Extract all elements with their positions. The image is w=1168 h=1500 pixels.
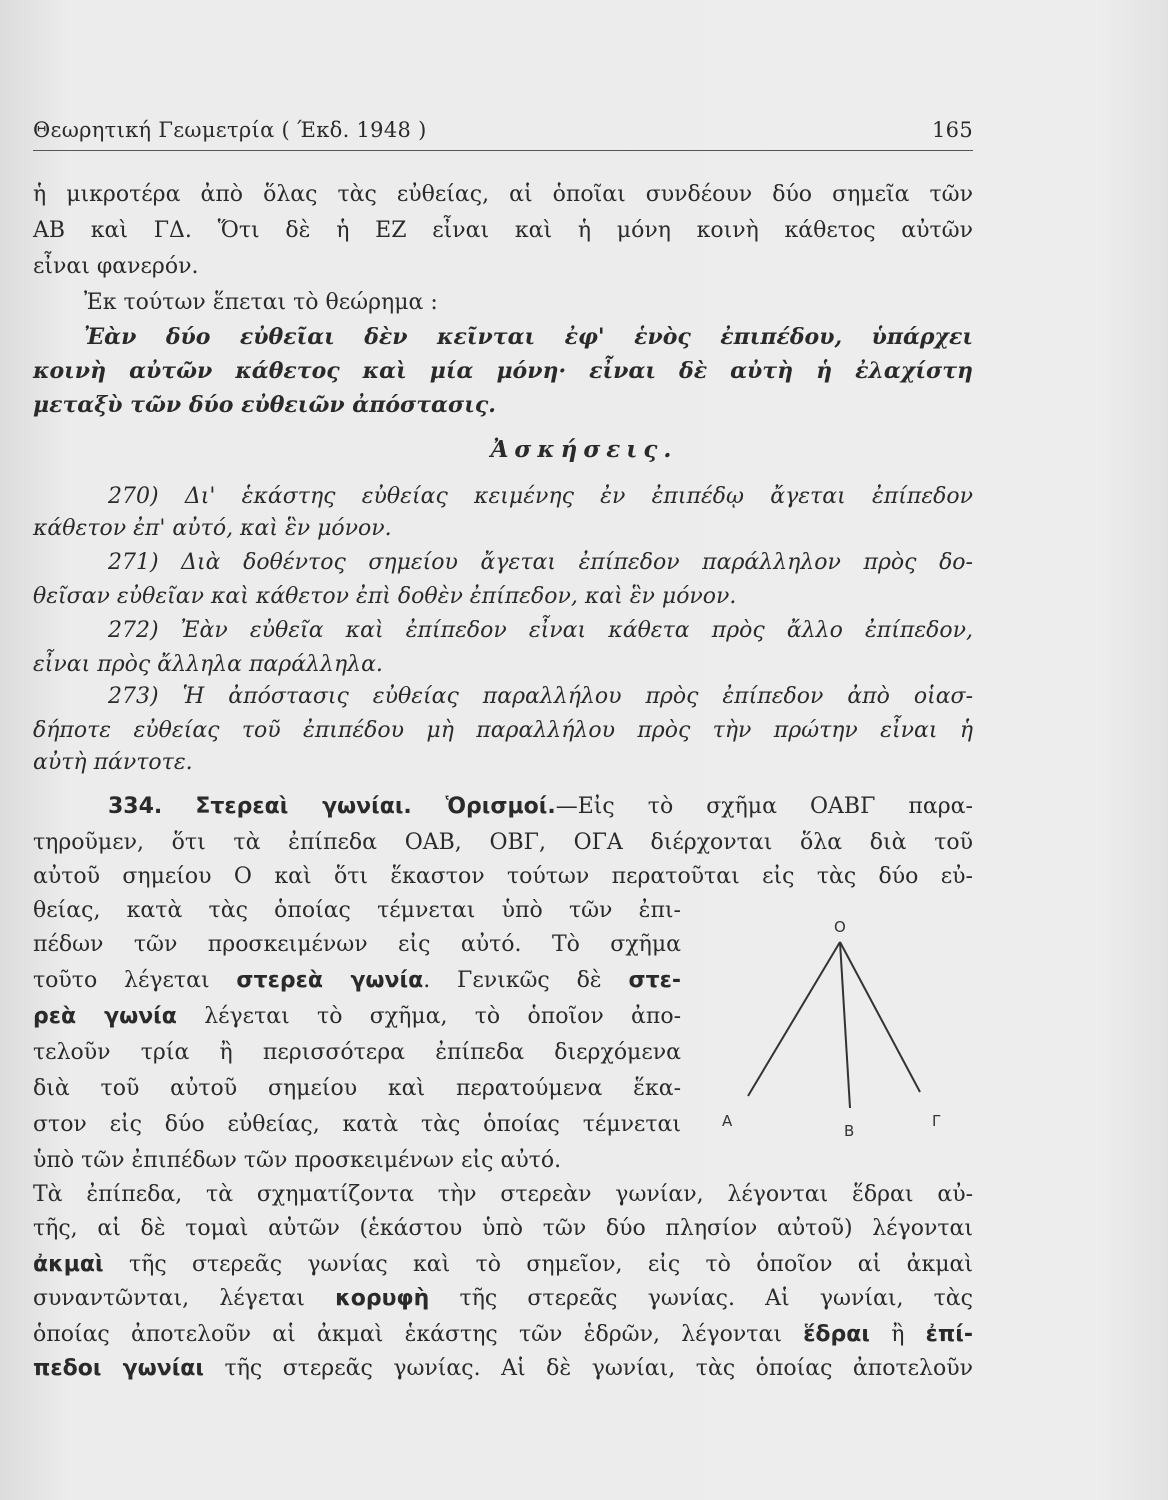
figure-svg bbox=[700, 912, 970, 1140]
exercise-273-line-3: αὐτὴ πάντοτε. bbox=[33, 750, 193, 775]
section-line-17 bbox=[33, 1354, 973, 1384]
para1-line-3: εἶναι φανερόν. bbox=[33, 254, 199, 279]
term-plane-angles-b: πεδοι γωνίαι bbox=[33, 1356, 204, 1381]
solid-angle-figure bbox=[700, 912, 970, 1140]
running-title: Θεωρητική Γεωμετρία ( Έκδ. 1948 ) bbox=[33, 118, 427, 142]
text-run: τῆς στερεᾶς γωνίας. Αἱ γωνίαι, τὰς bbox=[429, 1286, 973, 1311]
exercise-273-line-2: δήποτε εὐθείας τοῦ ἐπιπέδου μὴ παραλλήλου πρὸς τὴν πρώτην εἶναι ἡ bbox=[33, 718, 973, 743]
header-rule bbox=[33, 150, 973, 151]
section-line-8: τελοῦν τρία ἢ περισσότερα ἐπίπεδα διερχόμενα bbox=[33, 1040, 681, 1065]
exercise-270-line-1: 270) Δι' ἑκάστης εὐθείας κειμένης ἐν ἐπιπέδῳ ἄγεται ἐπίπεδον bbox=[108, 484, 973, 509]
text-run: συναντῶνται, λέγεται bbox=[33, 1286, 336, 1311]
exercise-271-line-2: θεῖσαν εὐθεῖαν καὶ κάθετον ἐπὶ δοθὲν ἐπίπεδον, καὶ ἓν μόνον. bbox=[33, 584, 737, 609]
text-run: . Γενικῶς δὲ bbox=[423, 968, 629, 993]
exercise-272-line-2: εἶναι πρὸς ἄλληλα παράλληλα. bbox=[33, 652, 383, 677]
section-line-10: στον εἰς δύο εὐθείας, κατὰ τὰς ὁποίας τέμνεται bbox=[33, 1112, 681, 1137]
label-a: A bbox=[722, 1112, 733, 1130]
edge-ob bbox=[840, 942, 850, 1108]
term-solid-angle-2b: ρεὰ γωνία bbox=[33, 1004, 177, 1029]
section-line-9: διὰ τοῦ αὐτοῦ σημείου καὶ περατούμενα ἕκα- bbox=[33, 1076, 681, 1101]
term-plane-angles-a: ἐπί- bbox=[925, 1322, 973, 1347]
text-run: ἢ bbox=[869, 1322, 926, 1347]
section-line-7 bbox=[33, 1002, 681, 1032]
term-edges: ἀκμαὶ bbox=[33, 1252, 104, 1277]
para1-line-2: ΑΒ καὶ ΓΔ. Ὅτι δὲ ἡ ΕΖ εἶναι καὶ ἡ μόνη κοινὴ κάθετος αὐτῶν bbox=[33, 218, 973, 243]
section-line-3: αὐτοῦ σημείου Ο καὶ ὅτι ἕκαστον τούτων περατοῦται εἰς τὰς δύο εὐ- bbox=[33, 864, 973, 889]
section-line-6 bbox=[33, 966, 681, 996]
section-line-16 bbox=[33, 1320, 973, 1350]
label-b: B bbox=[844, 1122, 855, 1140]
text-run: ὁποίας ἀποτελοῦν αἱ ἀκμαὶ ἑκάστης τῶν ἑδρῶν, λέγονται bbox=[33, 1322, 804, 1347]
section-334-line-1 bbox=[108, 792, 973, 822]
text-run: τῆς στερεᾶς γωνίας καὶ τὸ σημεῖον, εἰς τὸ ὁποῖον αἱ ἀκμαὶ bbox=[103, 1252, 973, 1277]
page-number: 165 bbox=[932, 118, 973, 142]
section-number: 334. bbox=[108, 794, 163, 819]
theorem-line-3: μεταξὺ τῶν δύο εὐθειῶν ἀπόστασις. bbox=[33, 392, 496, 418]
section-line1-rest: —Εἰς τὸ σχῆμα ΟΑΒΓ παρα- bbox=[555, 794, 973, 819]
section-line-2: τηροῦμεν, ὅτι τὰ ἐπίπεδα ΟΑΒ, ΟΒΓ, ΟΓΑ διέρχονται ὅλα διὰ τοῦ bbox=[33, 830, 973, 855]
section-line-5: πέδων τῶν προσκειμένων εἰς αὐτό. Τὸ σχῆμα bbox=[33, 932, 681, 957]
text-run: λέγεται τὸ σχῆμα, τὸ ὁποῖον ἀπο- bbox=[176, 1004, 681, 1029]
section-line-11: ὑπὸ τῶν ἐπιπέδων τῶν προσκειμένων εἰς αὐτό. bbox=[33, 1148, 562, 1173]
term-faces: ἕδραι bbox=[803, 1322, 870, 1347]
text-run: τοῦτο λέγεται bbox=[33, 968, 237, 993]
term-vertex: κορυφὴ bbox=[335, 1286, 430, 1311]
theorem-line-2: κοινὴ αὐτῶν κάθετος καὶ μία μόνη· εἶναι δὲ αὐτὴ ἡ ἐλαχίστη bbox=[33, 358, 973, 384]
exercise-271-line-1: 271) Διὰ δοθέντος σημείου ἄγεται ἐπίπεδον παράλληλον πρὸς δο- bbox=[108, 550, 973, 575]
section-line-4: θείας, κατὰ τὰς ὁποίας τέμνεται ὑπὸ τῶν ἐπι- bbox=[33, 898, 681, 923]
text-run: τῆς στερεᾶς γωνίας. Αἱ δὲ γωνίαι, τὰς ὁποίας ἀποτελοῦν bbox=[204, 1356, 973, 1381]
exercises-heading: Ἀσκήσεις. bbox=[490, 436, 678, 463]
section-line-12: Τὰ ἐπίπεδα, τὰ σχηματίζοντα τὴν στερεὰν γωνίαν, λέγονται ἕδραι αὐ- bbox=[33, 1182, 973, 1207]
term-solid-angle: στερεὰ γωνία bbox=[236, 968, 424, 993]
exercise-273-line-1: 273) Ἡ ἀπόστασις εὐθείας παραλλήλου πρὸς ἐπίπεδον ἀπὸ οἱασ- bbox=[108, 684, 973, 709]
label-g: Γ bbox=[932, 1112, 941, 1130]
edge-oa bbox=[748, 942, 840, 1096]
section-line-15 bbox=[33, 1284, 973, 1314]
section-line-13: τῆς, αἱ δὲ τομαὶ αὐτῶν (ἑκάστου ὑπὸ τῶν δύο πλησίον αὐτοῦ) λέγονται bbox=[33, 1216, 973, 1241]
section-title: Στερεαὶ γωνίαι. Ὁρισμοί. bbox=[195, 794, 556, 819]
term-solid-angle-2a: στε- bbox=[628, 968, 682, 993]
section-line-14 bbox=[33, 1250, 973, 1280]
theorem-line-1: Ἐὰν δύο εὐθεῖαι δὲν κεῖνται ἐφ' ἑνὸς ἐπιπέδου, ὑπάρχει bbox=[84, 324, 973, 350]
edge-og bbox=[840, 942, 920, 1092]
label-vertex: O bbox=[834, 918, 846, 936]
theorem-intro: Ἐκ τούτων ἕπεται τὸ θεώρημα : bbox=[84, 290, 438, 315]
exercise-272-line-1: 272) Ἐὰν εὐθεῖα καὶ ἐπίπεδον εἶναι κάθετα πρὸς ἄλλο ἐπίπεδον, bbox=[108, 618, 973, 643]
exercise-270-line-2: κάθετον ἐπ' αὐτό, καὶ ἓν μόνον. bbox=[33, 516, 392, 541]
para1-line-1: ἡ μικροτέρα ἀπὸ ὅλας τὰς εὐθείας, αἱ ὁποῖαι συνδέουν δύο σημεῖα τῶν bbox=[33, 182, 973, 207]
